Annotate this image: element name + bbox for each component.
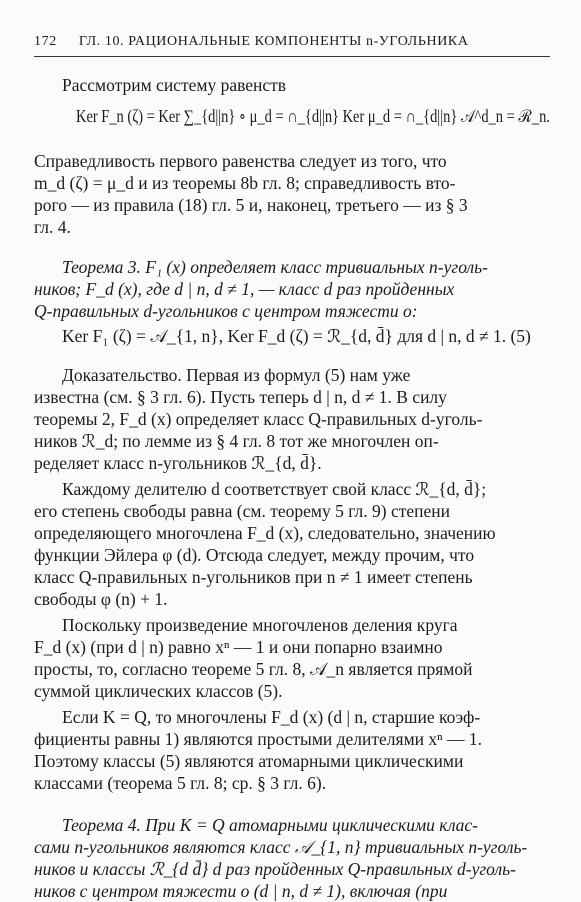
para2-line1: Каждому делителю d соответствует свой класс ℛ_{d, d̄}; xyxy=(62,479,487,499)
para2-line2: его степень свободы равна (см. теорему 5 гл. 9) степени xyxy=(34,501,451,521)
proof-line3: теоремы 2, F_d (x) определяет класс Q-правильных d-уголь- xyxy=(34,409,483,429)
para2-line5: класс Q-правильных n-угольников при n ≠ 1 имеет степень xyxy=(34,567,473,587)
proof-line4: ников ℛ_d; по лемме из § 4 гл. 8 тот же многочлен оп- xyxy=(34,431,439,451)
theorem4-line2: сами n-угольников являются класс 𝒜_{1, n} тривиальных n-уголь- xyxy=(34,837,528,857)
para1-line3: рого — из правила (18) гл. 5 и, наконец, третьего — из § 3 xyxy=(34,195,468,215)
para4-line1: Если K = Q, то многочлены F_d (x) (d | n, старшие коэф- xyxy=(62,707,481,727)
theorem3-line2: ников; F_d (x), где d | n, d ≠ 1, — класс d раз пройденных xyxy=(34,279,455,299)
para4-line3: Поэтому классы (5) являются атомарными циклическими xyxy=(34,751,464,771)
theorem3-line1: Теорема 3. F₁ (x) определяет класс тривиальных n-уголь- xyxy=(62,257,488,277)
para3-line3: просты, то, согласно теореме 5 гл. 8, 𝒜_n является прямой xyxy=(34,659,473,679)
para3-line2: F_d (x) (при d | n) равно xⁿ — 1 и они попарно взаимно xyxy=(34,637,443,657)
page-number: 172 xyxy=(34,34,57,49)
para1-line1: Справедливость первого равенства следует из того, что xyxy=(34,151,447,171)
proof-line2: известна (см. § 3 гл. 6). Пусть теперь d | n, d ≠ 1. В силу xyxy=(34,387,447,407)
proof-line1: Доказательство. Первая из формул (5) нам уже xyxy=(62,365,411,385)
para2-line6: свободы φ (n) + 1. xyxy=(34,589,168,609)
theorem4-line4: ников с центром тяжести o (d | n, d ≠ 1), включая (при xyxy=(34,881,448,901)
para2-line3: определяющего многочлена F_d (x), следовательно, значению xyxy=(34,523,496,543)
para4-line2: фициенты равны 1) являются простыми делителями xⁿ — 1. xyxy=(34,729,483,749)
para3-line4: суммой циклических классов (5). xyxy=(34,681,283,701)
para1-line4: гл. 4. xyxy=(34,217,71,237)
formula-5: Ker F₁ (ζ) = 𝒜_{1, n}, Ker F_d (ζ) = ℛ_{d, d̄} для d | n, d ≠ 1. (5) xyxy=(62,326,531,346)
page-header xyxy=(34,34,554,50)
formula-system: Ker F_n (ζ) = Ker ∑_{d||n} ∘ μ_d = ∩_{d||n} Ker μ_d = ∩_{d||n} 𝒜^d_n = ℛ_n. xyxy=(76,106,550,126)
theorem3-line3: Q-правильных d-угольников с центром тяжести o: xyxy=(34,301,418,321)
para3-line1: Поскольку произведение многочленов деления круга xyxy=(62,615,458,635)
running-title: ГЛ. 10. РАЦИОНАЛЬНЫЕ КОМПОНЕНТЫ n-УГОЛЬНИКА xyxy=(78,34,469,49)
para2-line4: функции Эйлера φ (d). Отсюда следует, между прочим, что xyxy=(34,545,475,565)
header-rule xyxy=(34,56,550,57)
proof-line5: ределяет класс n-угольников ℛ_{d, d̄}. xyxy=(34,453,322,473)
para1-line2: m_d (ζ) = μ_d и из теоремы 8b гл. 8; справедливость вто- xyxy=(34,173,456,193)
para4-line4: классами (теорема 5 гл. 8; ср. § 3 гл. 6). xyxy=(34,773,327,793)
theorem4-line3: ников и классы ℛ_{d d̄} d раз пройденных Q-правильных d-уголь- xyxy=(34,859,516,879)
intro-line: Рассмотрим систему равенств xyxy=(62,75,287,95)
theorem4-line1: Теорема 4. При K = Q атомарными циклическими клас- xyxy=(62,815,479,835)
